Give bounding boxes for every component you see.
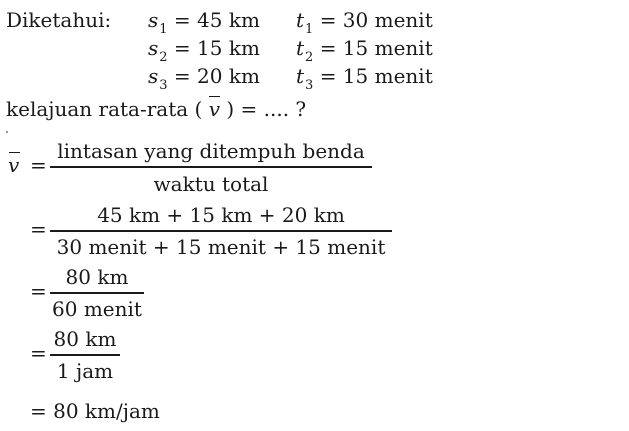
question-prefix: kelajuan rata-rata ( [6,97,203,121]
question-line [6,99,306,119]
solution-velocity-symbol [8,155,22,175]
time-subscript: 3 [305,78,314,93]
step-1-denominator: waktu total [153,172,269,196]
step-3-numerator: 80 km [65,265,129,289]
time-symbol: t [296,36,305,60]
distance-subscript: 1 [159,22,168,37]
question-velocity-symbol [209,99,220,119]
time-value: = 15 menit [319,36,433,60]
equals-sign: = [30,341,47,365]
distance-symbol: s [148,36,159,60]
time-subscript: 1 [305,22,314,37]
time-subscript: 2 [305,50,314,65]
given-row-1-distance [148,8,260,37]
velocity-symbol: v [8,153,20,177]
distance-value: = 15 km [173,36,260,60]
final-answer: = 80 km/jam [30,399,160,423]
given-row-2-distance [148,36,260,65]
given-row-2-time [296,36,433,65]
overbar [209,96,220,97]
time-symbol: t [296,8,305,32]
equals-sign: = [30,279,47,303]
step-4-numerator: 80 km [53,327,117,351]
question-suffix: ) = .... ? [226,97,307,121]
overbar [9,152,20,153]
equals-sign: = [30,153,47,177]
step-2-denominator: 30 menit + 15 menit + 15 menit [56,235,386,259]
given-row-3-distance [148,64,260,93]
distance-subscript: 3 [159,78,168,93]
fraction-bar [50,292,144,294]
step-1-numerator: lintasan yang ditempuh benda [57,139,365,163]
fraction-bar [50,230,392,232]
given-row-1-time [296,8,433,37]
step-3-denominator: 60 menit [52,297,142,321]
distance-value: = 20 km [173,64,260,88]
distance-subscript: 2 [159,50,168,65]
time-value: = 15 menit [319,64,433,88]
distance-symbol: s [148,8,159,32]
equals-sign: = [30,217,47,241]
given-row-3-time [296,64,433,93]
fraction-bar [50,354,120,356]
time-value: = 30 menit [319,8,433,32]
velocity-symbol: v [208,97,220,121]
fraction-bar [50,166,372,168]
distance-value: = 45 km [173,8,260,32]
step-4-denominator: 1 jam [56,359,114,383]
distance-symbol: s [148,64,159,88]
given-label: Diketahui: [6,8,112,32]
time-symbol: t [296,64,305,88]
step-2-numerator: 45 km + 15 km + 20 km [97,203,345,227]
stray-dot [6,131,8,133]
